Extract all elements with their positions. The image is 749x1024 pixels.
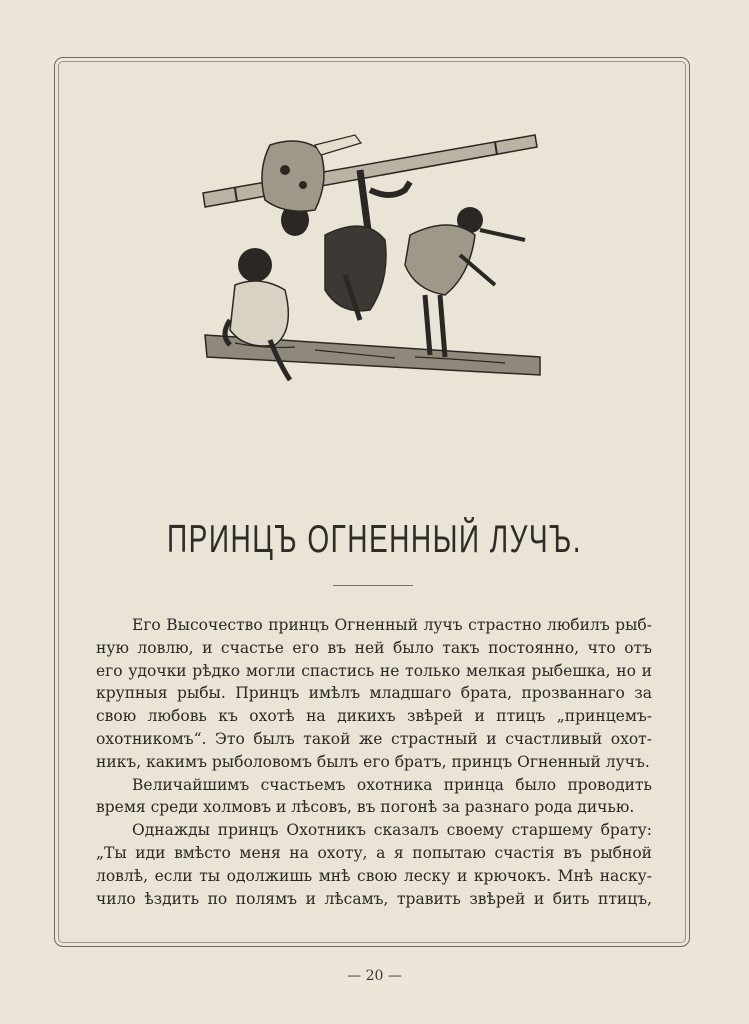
text-line: крупныя рыбы. Принцъ имѣлъ младшаго брата, прозваннаго за [96, 684, 652, 703]
text-line: его удочки рѣдко могли спастись не только мелкая рыбешка, но и [96, 661, 652, 680]
paragraph [96, 819, 652, 910]
child-hanging-left [262, 135, 361, 236]
children-on-bamboo-illustration [195, 125, 545, 385]
text-line: свою любовь къ охотѣ на дикихъ звѣрей и птицъ „принцемъ- [96, 707, 652, 726]
paragraph [96, 774, 652, 820]
upper-bamboo-pole [203, 135, 537, 207]
story-title: ПРИНЦЪ ОГНЕННЫЙ ЛУЧЪ. [167, 518, 582, 561]
text-line: ную ловлю, и счастье его въ ней было такъ постоянно, что отъ [96, 638, 652, 657]
child-upside-down [325, 170, 410, 320]
text-line: Величайшимъ счастьемъ охотника принца было проводить [132, 775, 652, 794]
text-line: никъ, какимъ рыболовомъ былъ его братъ, принцъ Огненный лучъ. [96, 752, 650, 771]
body-text [96, 614, 652, 910]
page-number: — 20 — [347, 968, 402, 984]
paragraph [96, 614, 652, 774]
text-line: „Ты иди вмѣсто меня на охоту, а я попытаю счастія въ рыбной [96, 843, 652, 862]
child-leaning-right [405, 207, 525, 357]
text-line: ловлѣ, если ты одолжишь мнѣ свою леску и крючокъ. Мнѣ наску- [96, 866, 652, 885]
text-line: Его Высочество принцъ Огненный лучъ страстно любилъ рыб- [132, 616, 652, 634]
text-line: охотникомъ“. Это былъ такой же страстный и счастливый охот- [96, 729, 652, 748]
text-line: чило ѣздить по полямъ и лѣсамъ, травить звѣрей и бить птицъ, [96, 889, 652, 908]
title-divider [333, 585, 413, 586]
text-line: Однажды принцъ Охотникъ сказалъ своему старшему брату: [132, 821, 652, 840]
text-line: время среди холмовъ и лѣсовъ, въ погонѣ за разнаго рода дичью. [96, 798, 635, 817]
